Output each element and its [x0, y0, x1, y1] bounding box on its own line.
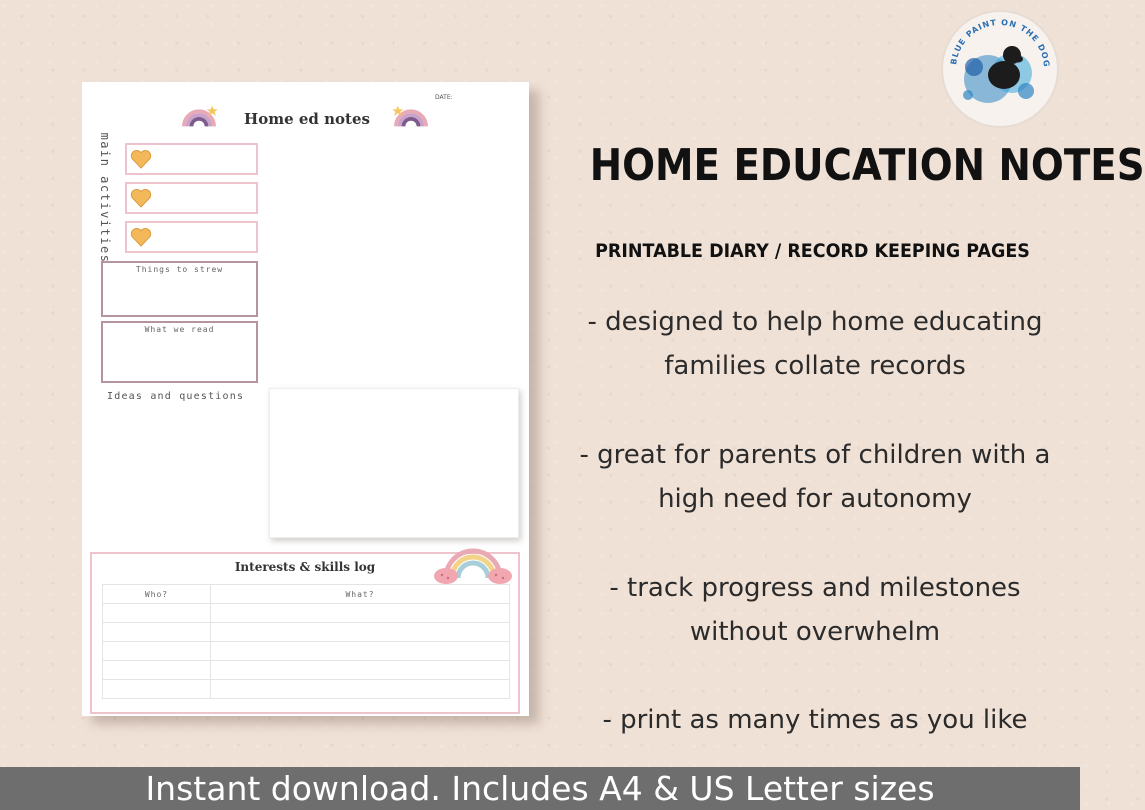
log-title: Interests & skills log	[234, 560, 376, 574]
what-we-read-label: What we read	[144, 325, 215, 334]
sheet-title: Home ed notes	[244, 110, 370, 128]
rainbow-icon	[180, 100, 218, 132]
table-row	[103, 661, 510, 680]
heart-icon	[130, 149, 152, 169]
bullet-line: - print as many times as you like	[602, 705, 1028, 735]
col-who-header: Who?	[103, 585, 211, 604]
rainbow-icon	[392, 100, 430, 132]
subtitle: PRINTABLE DIARY / RECORD KEEPING PAGES	[595, 240, 1030, 262]
main-activities-label	[84, 132, 126, 264]
table-row	[103, 604, 510, 623]
interests-skills-log	[90, 552, 520, 714]
heart-icon	[130, 188, 152, 208]
main-activities-text: main activities	[98, 132, 112, 264]
heart-icon	[130, 227, 152, 247]
activity-box	[125, 221, 258, 253]
date-label: DATE:	[435, 94, 453, 101]
dog-paint-logo	[938, 7, 1062, 131]
worksheet-preview	[82, 82, 529, 716]
feature-bullet	[560, 433, 1070, 521]
table-row	[103, 623, 510, 642]
noteworthy-conversations-box	[269, 388, 519, 538]
bullet-line: high need for autonomy	[658, 484, 972, 514]
feature-bullet	[560, 698, 1070, 742]
col-what-header: What?	[211, 585, 510, 604]
things-to-strew-box	[101, 261, 258, 317]
footer-bar	[0, 767, 1080, 810]
bullet-line: - designed to help home educating	[587, 307, 1043, 337]
bullet-line: - great for parents of children with a	[579, 440, 1051, 470]
activity-box	[125, 143, 258, 175]
log-table	[102, 584, 510, 699]
what-we-read-box	[101, 321, 258, 383]
bullet-line: - track progress and milestones	[609, 573, 1021, 603]
ideas-and-questions-label: Ideas and questions	[107, 391, 245, 402]
table-row	[103, 642, 510, 661]
feature-bullet	[560, 300, 1070, 388]
footer-text: Instant download. Includes A4 & US Letter sizes	[145, 769, 935, 808]
bullet-line: without overwhelm	[689, 617, 941, 647]
things-to-strew-label: Things to strew	[135, 265, 224, 274]
table-row	[103, 680, 510, 699]
activity-box	[125, 182, 258, 214]
bullet-line: families collate records	[664, 351, 966, 381]
logo-text: BLUE PAINT ON THE DOG	[949, 17, 1052, 69]
page-title: HOME EDUCATION NOTES	[589, 140, 1145, 191]
feature-bullet	[560, 566, 1070, 654]
